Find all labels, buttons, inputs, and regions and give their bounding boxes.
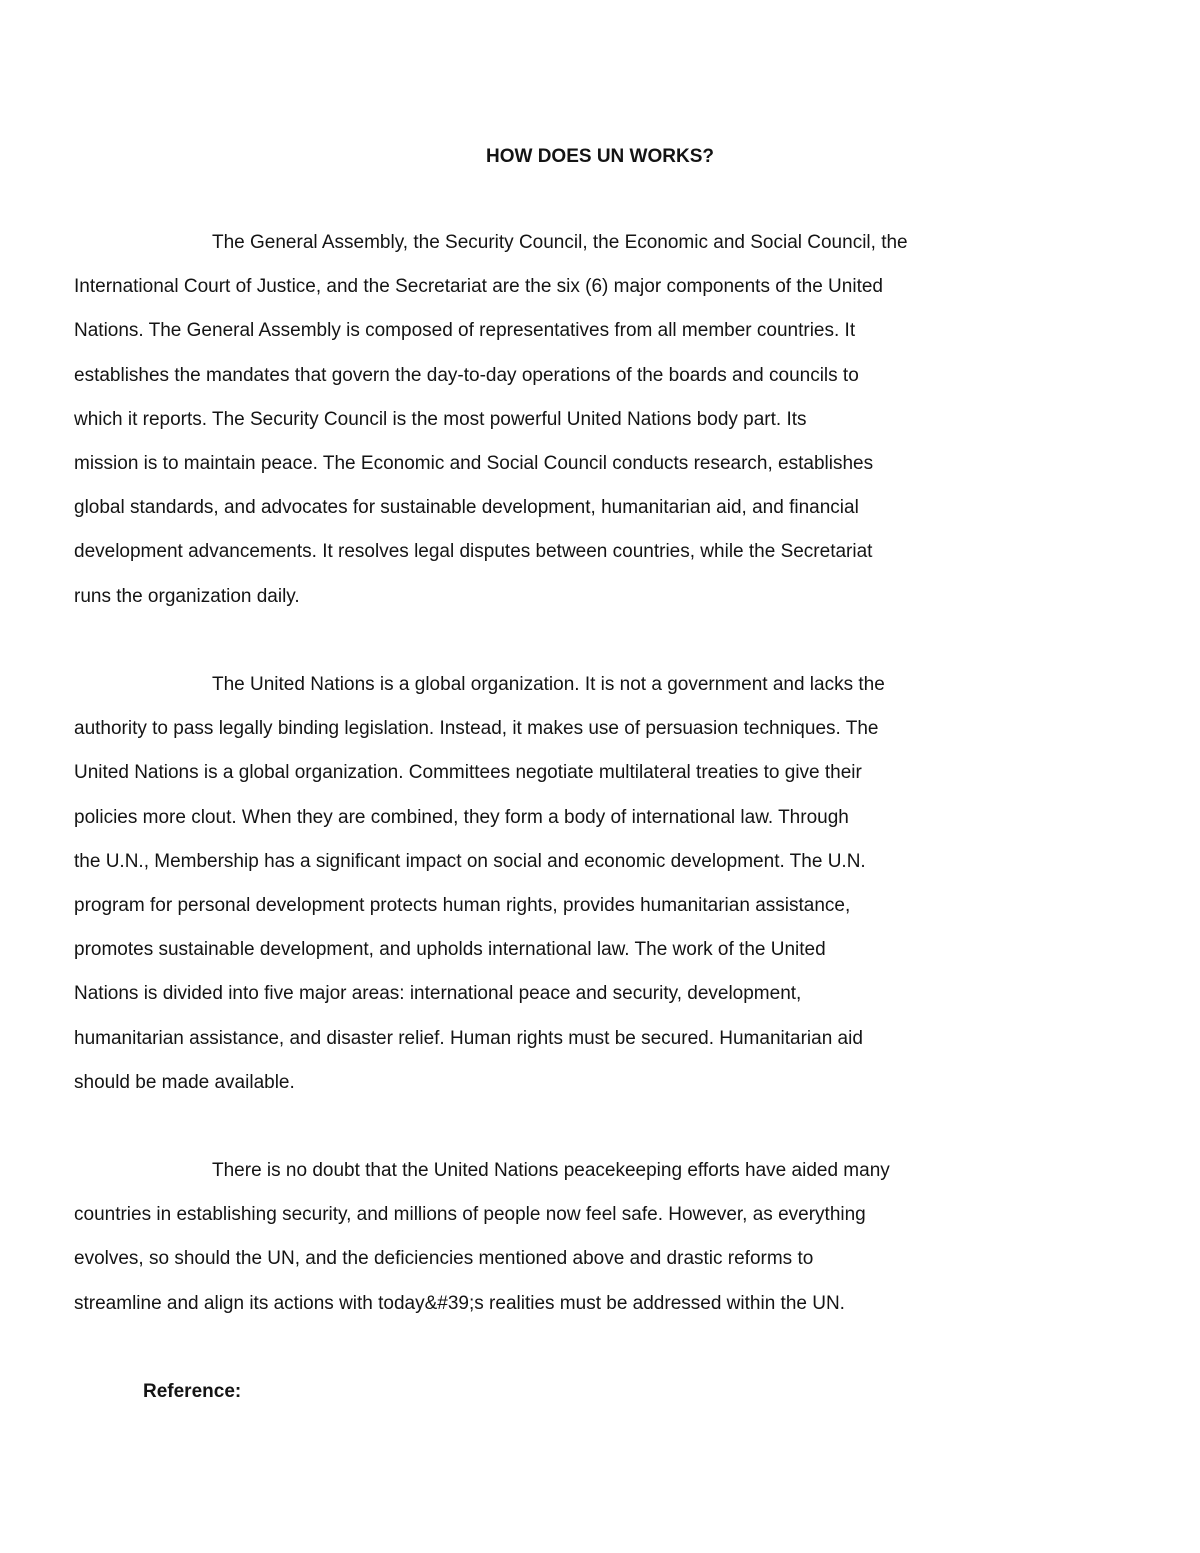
paragraph-un-peacekeeping <box>74 1149 993 1326</box>
paragraph-line: policies more clout. When they are combined, they form a body of international law. Through <box>74 806 849 828</box>
paragraph-line: runs the organization daily. <box>74 585 300 607</box>
document-title: HOW DOES UN WORKS? <box>486 146 714 167</box>
paragraph-line: humanitarian assistance, and disaster relief. Human rights must be secured. Humanitarian aid <box>74 1027 863 1049</box>
paragraph-line: which it reports. The Security Council is the most powerful United Nations body part. Its <box>74 408 807 430</box>
paragraph-line: There is no doubt that the United Nations peacekeeping efforts have aided many <box>212 1160 890 1181</box>
paragraph-line: evolves, so should the UN, and the deficiencies mentioned above and drastic reforms to <box>74 1248 814 1270</box>
paragraph-line: establishes the mandates that govern the day-to-day operations of the boards and councils to <box>74 364 859 386</box>
paragraph-line: promotes sustainable development, and upholds international law. The work of the United <box>74 939 826 961</box>
paragraph-line: global standards, and advocates for sustainable development, humanitarian aid, and financial <box>74 497 859 519</box>
paragraph-line: Nations is divided into five major areas: international peace and security, development, <box>74 983 802 1005</box>
paragraph-line: International Court of Justice, and the Secretariat are the six (6) major components of the United <box>74 276 883 298</box>
paragraph-line: program for personal development protects human rights, provides humanitarian assistance, <box>74 895 851 917</box>
paragraph-un-components <box>74 221 993 619</box>
paragraph-line: mission is to maintain peace. The Economic and Social Council conducts research, establishes <box>74 453 874 475</box>
paragraph-line: Nations. The General Assembly is composed of representatives from all member countries. It <box>74 320 856 342</box>
paragraph-line: The General Assembly, the Security Council, the Economic and Social Council, the <box>212 232 908 253</box>
paragraph-line: the U.N., Membership has a significant impact on social and economic development. The U.N. <box>74 850 866 872</box>
paragraph-line: countries in establishing security, and millions of people now feel safe. However, as everything <box>74 1204 866 1226</box>
paragraph-line: United Nations is a global organization. Committees negotiate multilateral treaties to give their <box>74 762 862 784</box>
paragraph-un-global-organization <box>74 663 993 1105</box>
reference-heading: Reference: <box>143 1381 242 1402</box>
paragraph-line: The United Nations is a global organization. It is not a government and lacks the <box>212 674 885 695</box>
paragraph-line: development advancements. It resolves legal disputes between countries, while the Secretariat <box>74 541 873 563</box>
paragraph-line: authority to pass legally binding legislation. Instead, it makes use of persuasion techniques. The <box>74 718 879 740</box>
paragraph-line: streamline and align its actions with today&#39;s realities must be addressed within the UN. <box>74 1292 845 1314</box>
paragraph-line: should be made available. <box>74 1071 295 1093</box>
